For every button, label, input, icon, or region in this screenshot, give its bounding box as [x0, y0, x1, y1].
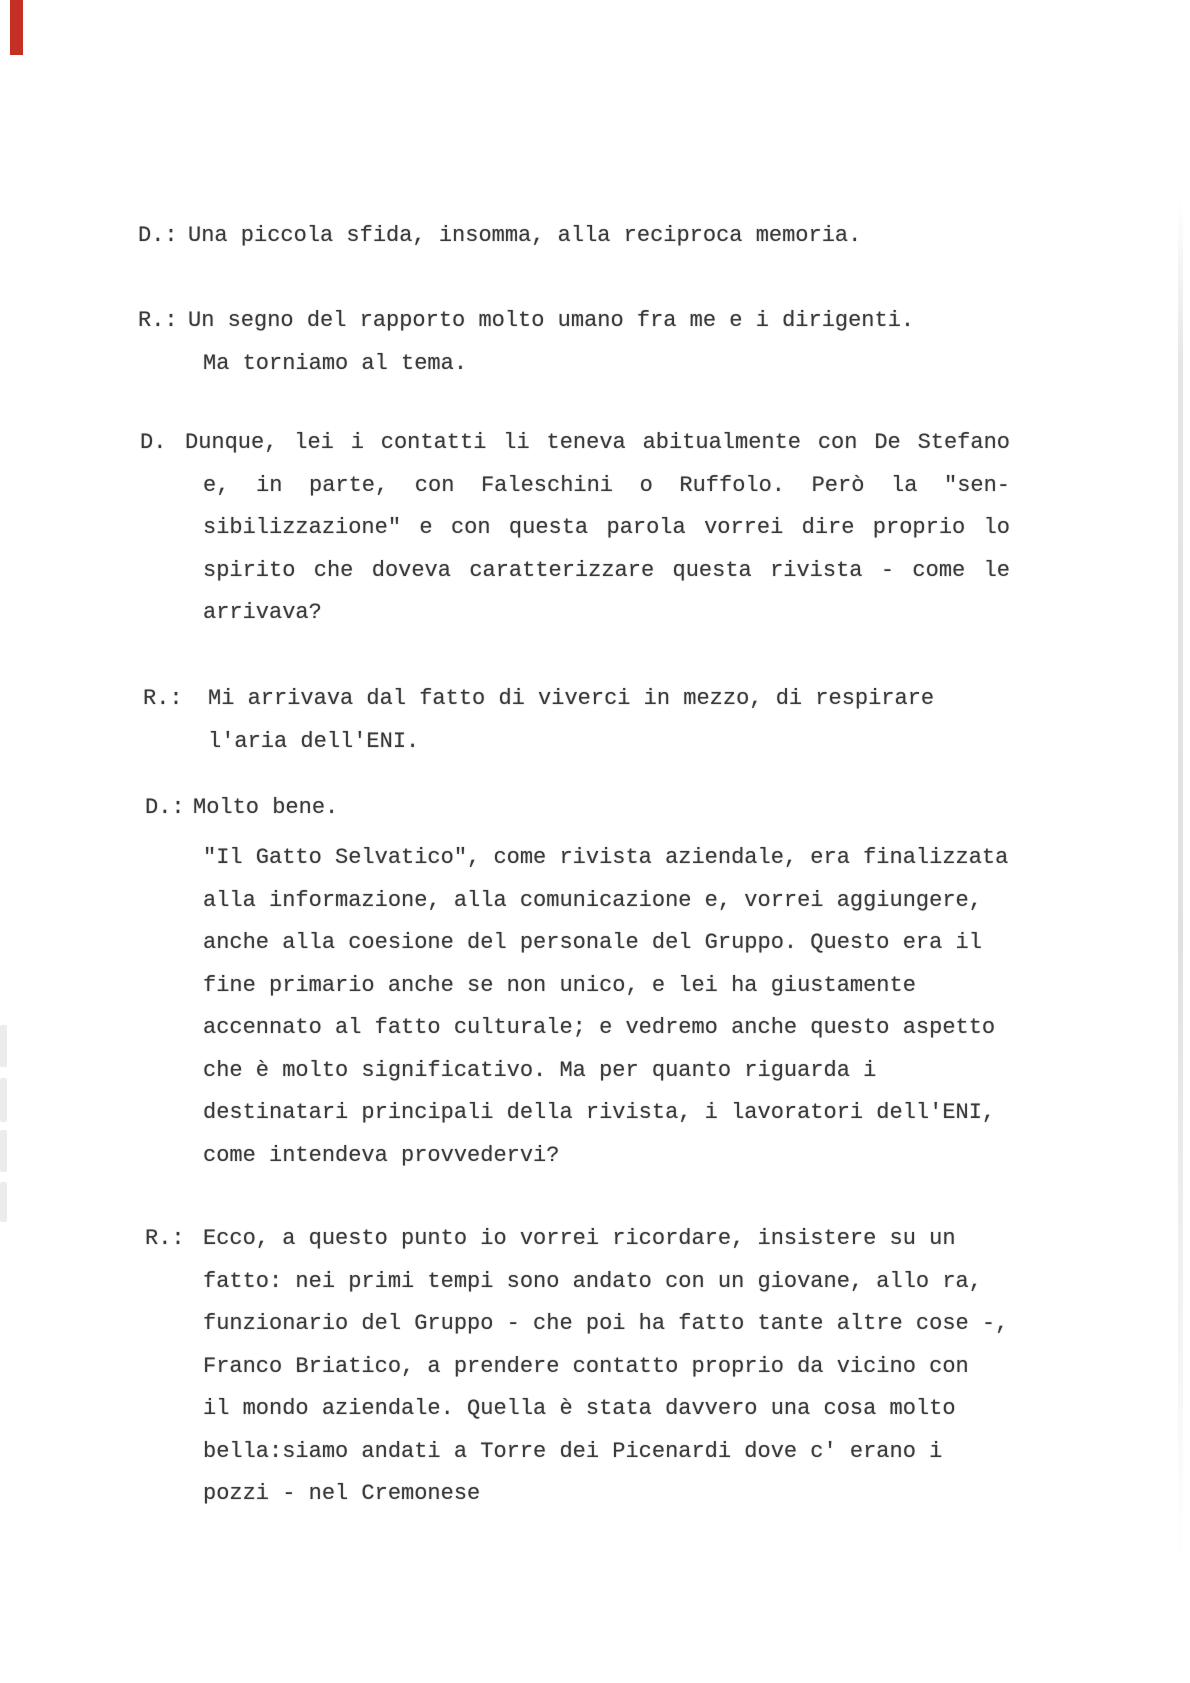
block-lines	[145, 1218, 1008, 1516]
scan-artifact-left-edge-dash	[0, 1078, 7, 1122]
text-line: Una piccola sfida, insomma, alla reciproca memoria.	[188, 223, 862, 248]
text-line: Ma torniamo al tema.	[203, 350, 468, 376]
text-line: Un segno del rapporto molto umano fra me e i dirigenti.	[188, 308, 915, 333]
text-line: arrivava?	[203, 600, 322, 625]
text-line: bella:siamo andati a Torre dei Picenardi dove c' erano i	[203, 1438, 943, 1464]
speaker-label: R.:	[145, 1226, 185, 1251]
block-lines	[140, 422, 1010, 635]
text-line: che è molto significativo. Ma per quanto riguarda i	[203, 1057, 877, 1083]
dialogue-block-3	[140, 422, 1010, 635]
speaker-label: D.	[140, 430, 167, 455]
dialogue-block-5	[145, 787, 1008, 1177]
text-line: Dunque, lei i contatti li teneva abitualmente con De Stefano	[185, 430, 1010, 455]
dialogue-block-2	[138, 300, 914, 385]
text-line: e, in parte, con Faleschini o Ruffolo. Però la "sen-	[203, 472, 1010, 498]
text-line: come intendeva provvedervi?	[203, 1142, 560, 1168]
scan-artifact-left-edge-dash	[0, 1025, 7, 1067]
text-line: alla informazione, alla comunicazione e, vorrei aggiungere,	[203, 887, 982, 913]
text-line: il mondo aziendale. Quella è stata davvero una cosa molto	[203, 1396, 956, 1421]
scan-artifact-left-edge-dash	[0, 1182, 7, 1222]
speaker-label: R.:	[138, 308, 178, 333]
text-line: fatto: nei primi tempi sono andato con un giovane, allo ra,	[203, 1268, 982, 1294]
dialogue-block-4	[143, 678, 934, 763]
scan-artifact-red-mark	[10, 0, 23, 55]
text-line: destinatari principali della rivista, i lavoratori dell'ENI,	[203, 1100, 996, 1125]
text-line: accennato al fatto culturale; e vedremo anche questo aspetto	[203, 1015, 996, 1040]
text-line: "Il Gatto Selvatico", come rivista aziendale, era finalizzata	[203, 845, 1009, 870]
speaker-label: R.:	[143, 686, 183, 711]
text-line: funzionario del Gruppo - che poi ha fatto tante altre cose -,	[203, 1311, 1009, 1336]
text-line: anche alla coesione del personale del Gruppo. Questo era il	[203, 930, 982, 955]
text-line: Molto bene.	[193, 795, 339, 820]
text-line: Franco Briatico, a prendere contatto proprio da vicino con	[203, 1353, 969, 1379]
speaker-label: D.:	[145, 795, 185, 820]
text-line: Mi arrivava dal fatto di viverci in mezzo, di respirare	[208, 686, 935, 711]
dialogue-block-6	[145, 1218, 1008, 1516]
text-line: fine primario anche se non unico, e lei ha giustamente	[203, 972, 916, 998]
dialogue-block-1	[138, 215, 861, 258]
block-lines	[138, 215, 861, 258]
block-lines	[145, 787, 1008, 1177]
scan-artifact-left-edge-dash	[0, 1130, 7, 1172]
block-lines	[143, 678, 934, 763]
speaker-label: D.:	[138, 223, 178, 248]
text-line: l'aria dell'ENI.	[208, 728, 420, 754]
text-line: Ecco, a questo punto io vorrei ricordare, insistere su un	[203, 1226, 956, 1251]
text-line: sibilizzazione" e con questa parola vorrei dire proprio lo	[203, 515, 1010, 540]
text-line: spirito che doveva caratterizzare questa rivista - come le	[203, 557, 1010, 583]
text-line: pozzi - nel Cremonese	[203, 1481, 481, 1506]
block-lines	[138, 300, 914, 385]
scan-artifact-right-edge-line	[1178, 200, 1183, 1560]
